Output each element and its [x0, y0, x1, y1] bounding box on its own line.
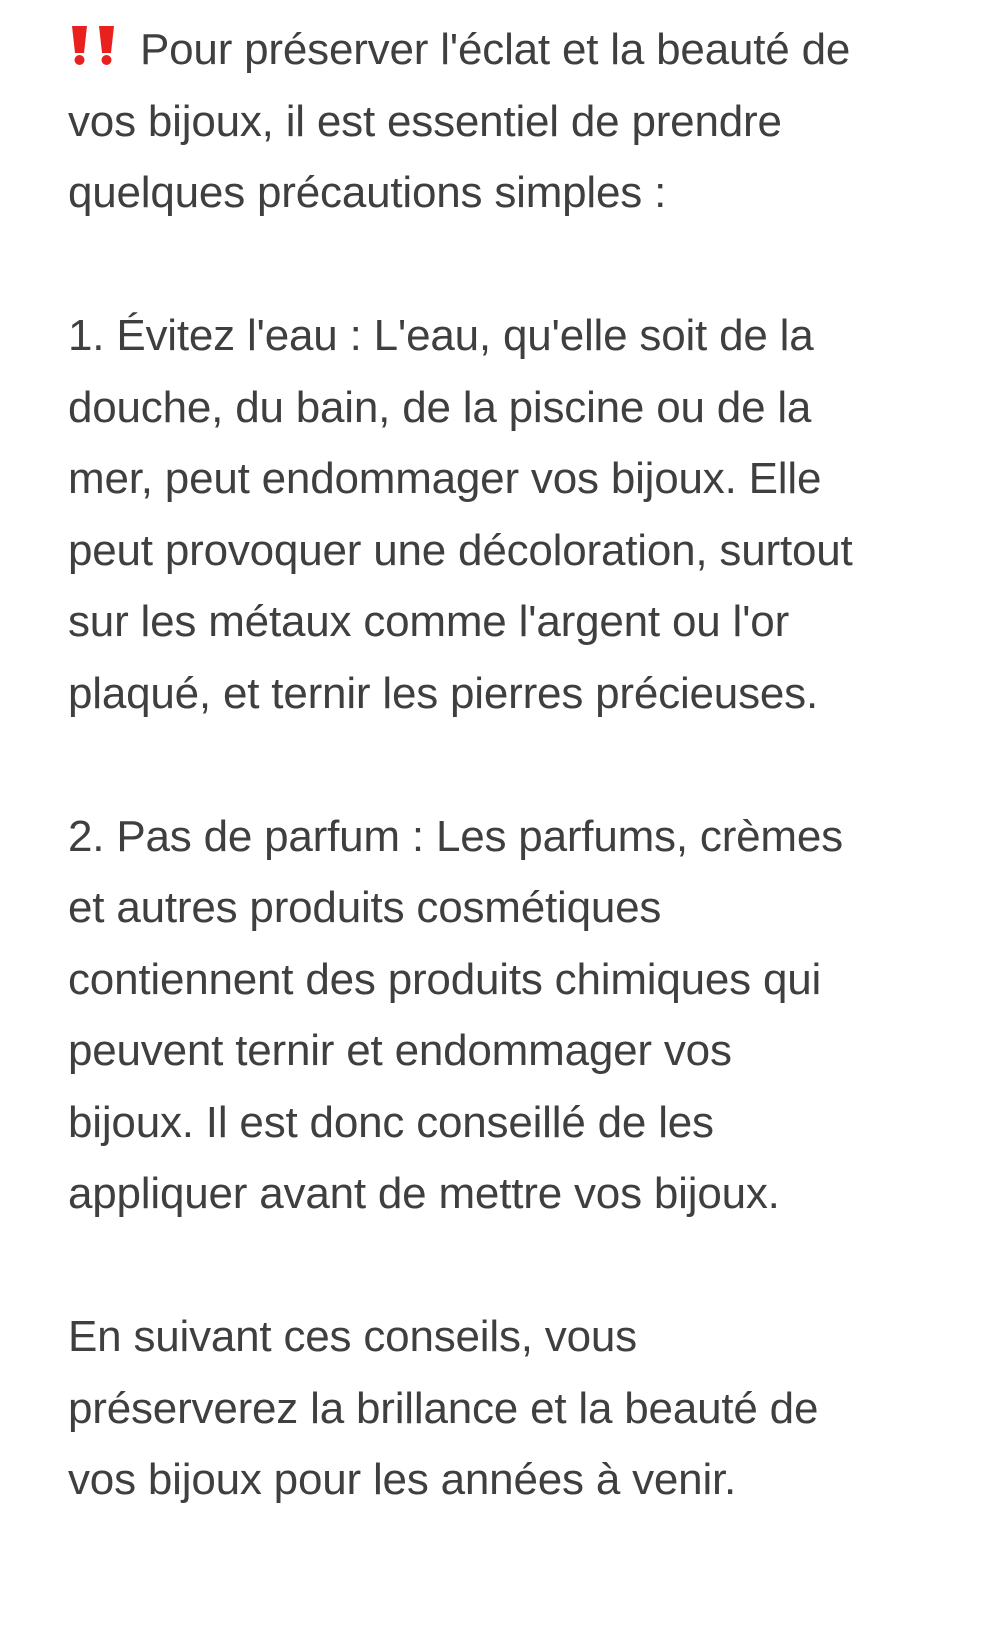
paragraph-spacer	[68, 729, 978, 801]
tip-2-line-3: contiennent des produits chimiques qui	[68, 954, 822, 1004]
conclusion-paragraph	[68, 1301, 978, 1516]
intro-paragraph	[68, 14, 978, 229]
tip-1-line-4: peut provoquer une décoloration, surtout	[68, 525, 853, 575]
tip-2-paragraph	[68, 801, 978, 1230]
paragraph-spacer	[68, 229, 978, 301]
message-text	[68, 14, 978, 1516]
tip-1-line-6: plaqué, et ternir les pierres précieuses.	[68, 668, 818, 718]
intro-line-1	[68, 14, 978, 86]
tip-2-line-2: et autres produits cosmétiques	[68, 883, 662, 932]
tip-2-line-1: 2. Pas de parfum : Les parfums, crèmes	[68, 811, 843, 861]
tip-1-line-2: douche, du bain, de la piscine ou de la	[68, 382, 812, 432]
intro-line-2: vos bijoux, il est essentiel de prendre	[68, 96, 782, 146]
tip-1-line-3: mer, peut endommager vos bijoux. Elle	[68, 454, 822, 503]
paragraph-spacer	[68, 1230, 978, 1302]
tip-1-line-5: sur les métaux comme l'argent ou l'or	[68, 597, 790, 646]
intro-line-1-text: Pour préserver l'éclat et la beauté de	[140, 25, 851, 74]
tip-2-line-4: peuvent ternir et endommager vos	[68, 1026, 732, 1075]
intro-line-3: quelques précautions simples :	[68, 168, 667, 217]
tip-2-line-5: bijoux. Il est donc conseillé de les	[68, 1097, 714, 1147]
conclusion-line-3: vos bijoux pour les années à venir.	[68, 1455, 737, 1504]
tip-1-paragraph	[68, 300, 978, 729]
tip-1-line-1: 1. Évitez l'eau : L'eau, qu'elle soit de la	[68, 311, 814, 360]
double-exclamation-icon	[68, 26, 122, 66]
tip-2-line-6: appliquer avant de mettre vos bijoux.	[68, 1169, 780, 1218]
conclusion-line-1: En suivant ces conseils, vous	[68, 1312, 637, 1361]
conclusion-line-2: préserverez la brillance et la beauté de	[68, 1383, 819, 1433]
